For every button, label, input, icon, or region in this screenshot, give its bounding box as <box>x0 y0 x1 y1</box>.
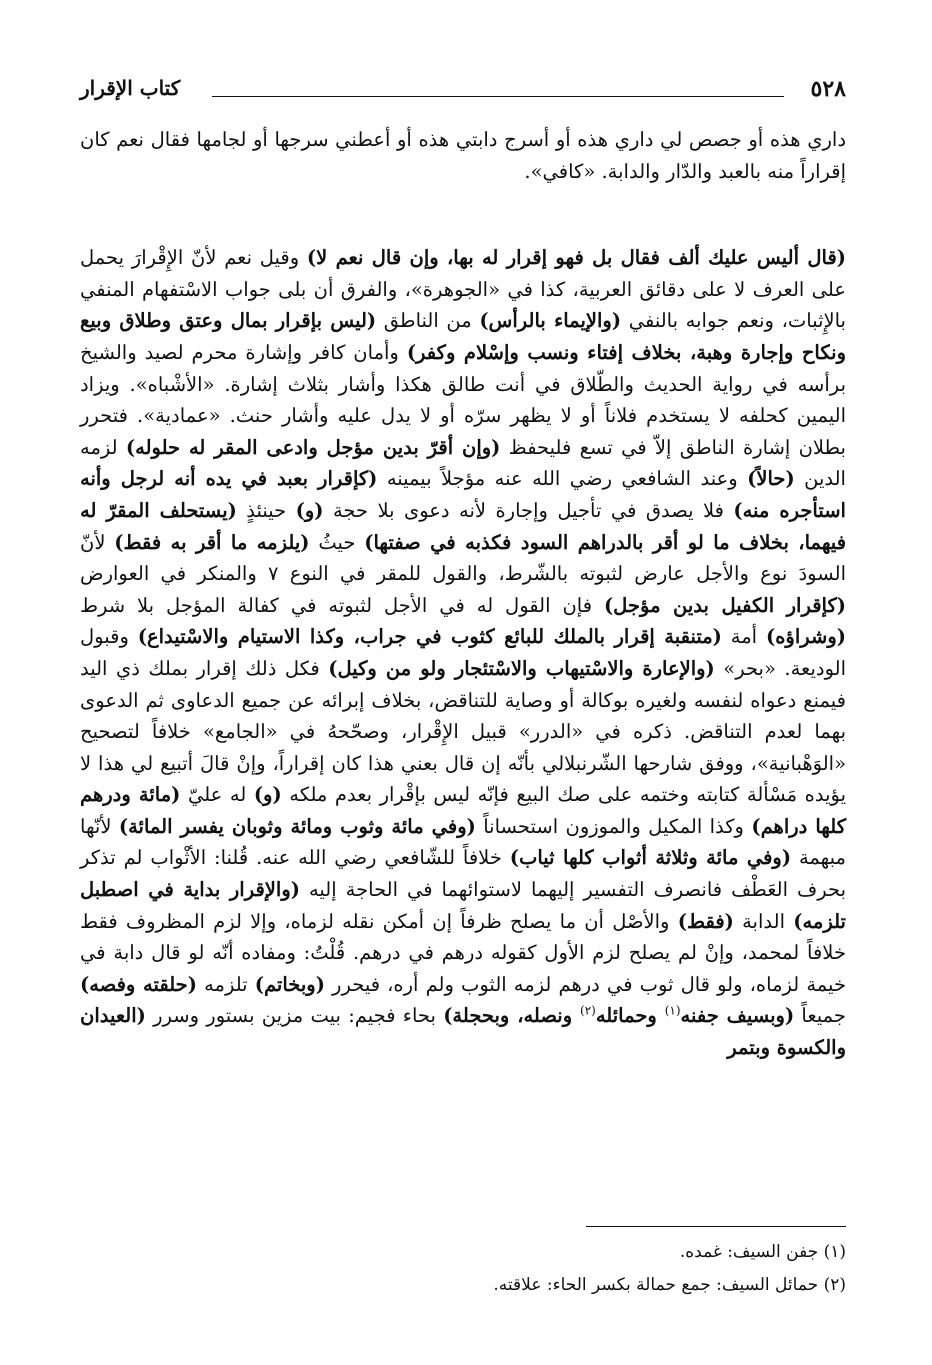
footnote-ref: (١) <box>664 1003 681 1018</box>
footnote-2: (٢) حمائل السيف: جمع حمالة بكسر الحاء: علاقته. <box>493 1275 846 1295</box>
commentary-text: له عليّ <box>180 783 254 807</box>
bold-matn-text: (والإعارة والاسْتيهاب والاسْتئجار ولو من وكيل) <box>328 656 715 680</box>
bold-matn-text: (وبسيف جفنه <box>680 1004 795 1028</box>
commentary-text: لأنّ السودَ نوع والأجل عارض لثبوته بالشّرط، والقول للمقر في النوع ٧ والمنكر في العوارض <box>80 530 846 586</box>
bold-matn-text: (وبخاتم) <box>254 972 325 996</box>
bold-matn-text: (وإن أقرّ بدين مؤجل وادعى المقر له حلوله) <box>125 435 501 459</box>
footnote-rule <box>586 1226 846 1227</box>
commentary-text: وكذا المكيل والموزون استحساناً <box>475 814 752 838</box>
bold-matn-text: (ليس بإقرار بمال وعتق وطلاق وبيع ونكاح وإجارة وهبة، بخلاف إفتاء ونسب وإسْلام وكفر) <box>80 309 846 364</box>
bold-matn-text: (العيدان والكسوة وبتمر <box>80 1004 846 1060</box>
commentary-text: حيثُ <box>309 530 365 554</box>
bold-matn-text: (يلزمه ما أقر به فقط) <box>114 530 310 554</box>
bold-matn-text: (و) <box>253 783 282 807</box>
commentary-text: من الناطق <box>376 309 480 333</box>
bold-matn-text: (يستحلف المقرّ له فيهما، بخلاف ما لو أقر بالدراهم السود فكذبه في صفتها) <box>80 498 847 554</box>
header-rule <box>212 96 784 97</box>
bold-matn-text: ونصله، وبحجلة) <box>443 1004 580 1028</box>
commentary-text: لزمه الدين <box>80 435 846 491</box>
commentary-text: والأصْل أن ما يصلح ظرفاً إن أمكن نقله لزماه، وإلا لزم المظروف فقط خلافاً لمحمد، وإنْ لم يصلح لزم الأول كقوله درهم في درهم. قُلْتُ: ومفاده أنّه لو قال دابة في خيمة لزماه، ولو قال ثوب في درهم لزمه الثوب ولم أره، فيحرر <box>80 909 846 996</box>
commentary-text: جميعاً <box>794 1004 846 1028</box>
paragraph-main <box>80 242 846 1063</box>
bold-matn-text: وحمائله <box>595 1004 665 1028</box>
footnote-ref: (٢) <box>580 1003 596 1018</box>
commentary-text: بحاء فجيم: بيت مزين بستور وسرر <box>145 1004 444 1028</box>
commentary-text: وعند الشافعي رضي الله عنه مؤجلاً بيمينه <box>377 467 748 491</box>
commentary-text: حينئذٍ <box>236 498 296 522</box>
bold-matn-text: (وفي مائة وثوب ومائة وثوبان يفسر المائة) <box>118 814 476 838</box>
bold-matn-text: (كإقرار بعبد في يده أنه لرجل وأنه استأجره منه) <box>80 467 846 522</box>
commentary-text: وقيل نعم لأنّ الإِقْرارَ يحمل على العرف لا على دقائق العربية، كذا في «الجوهرة»، والفرق أن بلى جواب الاسْتفهام المنفي بالإِثبات، ونعم جوابه بالنفي <box>80 246 846 333</box>
footnote-1: (١) جفن السيف: غمده. <box>679 1242 846 1262</box>
bold-matn-text: (وشراؤه) <box>765 625 846 649</box>
bold-matn-text: (و) <box>295 498 324 522</box>
bold-matn-text: (مائة ودرهم كلها دراهم) <box>80 783 846 838</box>
commentary-text: فلا يصدق في تأجيل وإجارة لأنه دعوى بلا حجة <box>323 498 734 522</box>
bold-matn-text: (والإقرار بداية في اصطبل تلزمه) <box>80 878 846 933</box>
main-text <box>80 124 846 1064</box>
commentary-text: لأنّها مبهمة <box>80 814 846 870</box>
running-title: كتاب الإقرار <box>80 76 181 100</box>
commentary-text: فكل ذلك إقرار بملك ذي اليد فيمنع دعواه لنفسه ولغيره بوكالة أو وصاية للتناقض، بخلاف إبرائه عن جميع الدعاوى ثم الدعوى بهما لعدم التناقض. ذكره في «الدرر» قبيل الإِقْرار، وصحّحهُ في «الجامع» خلافاً لتصحيح «الوَهْبانية»، ووفق شارحها الشّرنبلالي بأنّه إن قال بعني هذا كان إقراراً، وإنْ قالَ أتبيع لي هذا لا يؤيده مَسْألة كتابته وختمه على صك البيع فإنّه ليس بإقْرار بعدم ملكه <box>80 656 847 807</box>
commentary-text: الدابة <box>733 909 794 933</box>
bold-matn-text: (قال أليس عليك ألف فقال بل فهو إقرار له بها، وإن قال نعم لا) <box>306 246 846 270</box>
footnotes <box>80 1236 846 1302</box>
bold-matn-text: (كإقرار الكفيل بدين مؤجل) <box>603 593 846 617</box>
commentary-text: وأمان كافر وإشارة محرم لصيد والشيخ برأسه في رواية الحديث والطّلاق في أنت طالق هكذا وأشار بثلاث إشارة. «الأشْباه». ويزاد اليمين كحلفه لا يستخدم فلاناً أو لا يظهر سرّه أو لا يدل عليه وأشار حنث. «عمادية». فتحرر بطلان إشارة الناطق إلاّ في تسع فليحفظ <box>80 340 846 459</box>
page-number: ٥٢٨ <box>810 76 846 102</box>
bold-matn-text: (وفي مائة وثلاثة أثواب كلها ثياب) <box>509 846 792 870</box>
bold-matn-text: (حلقته وفصه) <box>80 972 197 996</box>
bold-matn-text: (حالاً) <box>747 467 795 491</box>
bold-matn-text: (فقط) <box>677 909 734 933</box>
commentary-text: فإن القول له في الأجل لثبوته في كفالة المؤجل بلا شرط <box>80 593 604 617</box>
page-header <box>80 76 846 106</box>
commentary-text: أمة <box>721 625 766 649</box>
bold-matn-text: (والإيماء بالرأس) <box>479 309 622 333</box>
commentary-text: خلافاً للشّافعي رضي الله عنه. قُلنا: الأثْواب لم تذكر بحرف العَطْف فانصرف التفسير إليهما لاستوائهما في الحاجة إليه <box>80 846 847 902</box>
bold-matn-text: (متنقبة إقرار بالملك للبائع كثوب في جراب، وكذا الاستيام والاسْتيداع) <box>137 625 722 649</box>
commentary-text: وقبول الوديعة. «بحر» <box>80 625 846 680</box>
commentary-text: تلزمه <box>196 972 255 996</box>
commentary-text: داري هذه أو جصص لي داري هذه أو أسرج دابتي هذه أو أعطني سرجها أو لجامها فقال نعم كان إقراراً منه بالعبد والدّار والدابة. «كافي». <box>80 128 846 183</box>
paragraph-continuation <box>80 124 846 187</box>
